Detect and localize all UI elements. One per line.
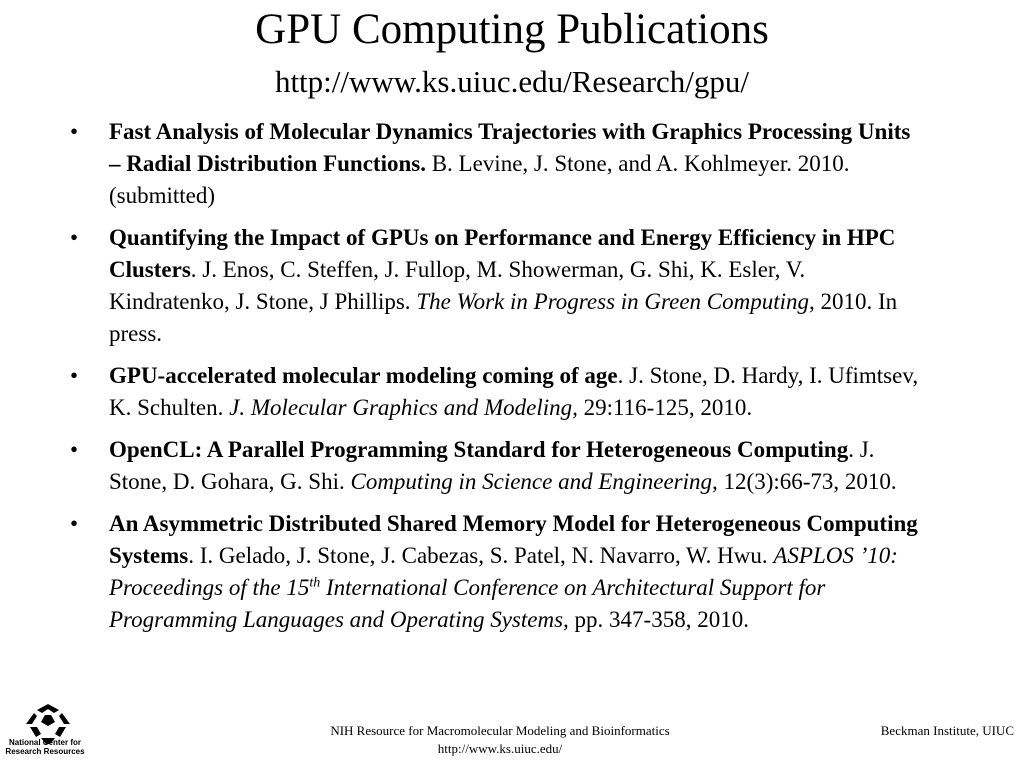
publication-text: . J. Stone, D. Hardy, I. Ufimtsev, K. Schulten. — [109, 363, 919, 420]
publication-text: . J. Stone, D. Gohara, G. Shi. — [109, 437, 875, 494]
logo-text-line: Research Resources — [5, 747, 85, 756]
publication-venue: Computing in Science and Engineering, — [350, 469, 718, 494]
publication-item — [62, 116, 922, 212]
ncrr-logo-text — [5, 738, 85, 756]
publication-title: Quantifying the Impact of GPUs on Performance and Energy Efficiency in HPC Clusters — [109, 225, 896, 282]
publication-list — [62, 116, 922, 646]
publication-text: B. Levine, J. Stone, and A. Kohlmeyer. 2010. (submitted) — [109, 151, 850, 208]
publication-venue: The Work in Progress in Green Computing, — [416, 289, 815, 314]
publication-title: Fast Analysis of Molecular Dynamics Trajectories with Graphics Processing Units – Radial Distribution Functions. — [109, 119, 911, 176]
logo-text-line: National Center for — [8, 738, 81, 747]
publication-venue: International Conference on Architectural Support for Programming Languages and Operating Systems, — [109, 575, 826, 632]
publication-venue: J. Molecular Graphics and Modeling, — [229, 395, 578, 420]
footer-resource-name: NIH Resource for Macromolecular Modeling and Bioinformatics — [330, 723, 670, 738]
publication-item — [62, 222, 922, 350]
publication-text: . J. Enos, C. Steffen, J. Fullop, M. Showerman, G. Shi, K. Esler, V. Kindratenko, J. Stone, J Phillips. — [109, 257, 806, 314]
page-title: GPU Computing Publications — [255, 6, 769, 53]
publication-text: 29:116-125, 2010. — [577, 395, 753, 420]
publication-item — [62, 360, 922, 424]
publication-text: 12(3):66-73, 2010. — [717, 469, 897, 494]
publication-title: OpenCL: A Parallel Programming Standard for Heterogeneous Computing — [109, 437, 849, 462]
publication-venue: ASPLOS ’10: Proceedings of the 15 — [109, 543, 898, 600]
publication-item — [62, 434, 922, 498]
publication-title: An Asymmetric Distributed Shared Memory Model for Heterogeneous Computing Systems — [109, 511, 918, 568]
footer-center — [315, 722, 685, 758]
page-subtitle-url[interactable]: http://www.ks.uiuc.edu/Research/gpu/ — [274, 64, 750, 99]
footer-institution: Beckman Institute, UIUC — [880, 723, 1014, 738]
publication-text: . I. Gelado, J. Stone, J. Cabezas, S. Patel, N. Navarro, W. Hwu. — [188, 543, 774, 568]
publication-text: 2010. In press. — [109, 289, 898, 346]
publication-title: GPU-accelerated molecular modeling coming of age — [109, 363, 618, 388]
superscript-text: th — [309, 575, 321, 591]
footer-url[interactable]: http://www.ks.uiuc.edu/ — [437, 741, 563, 756]
publication-text: pp. 347-358, 2010. — [568, 607, 749, 632]
publication-item — [62, 508, 922, 636]
